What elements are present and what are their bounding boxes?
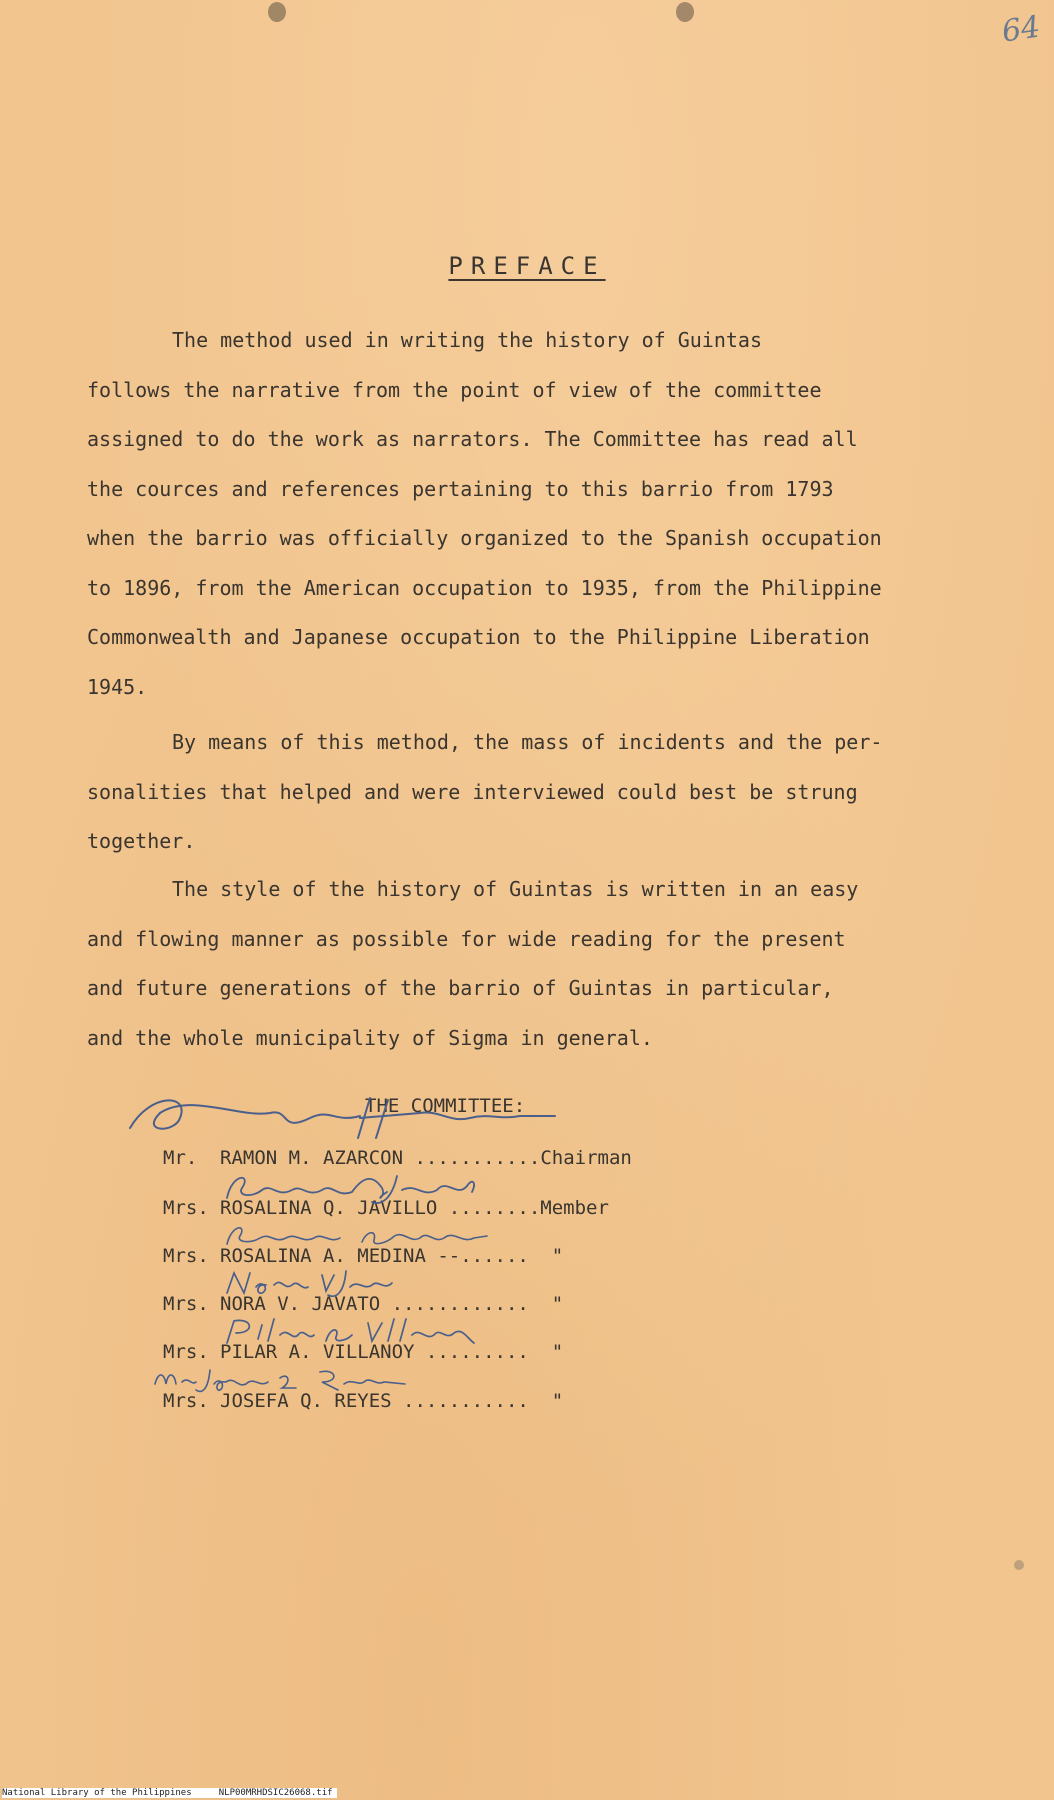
handwritten-page-number: 64	[999, 9, 1043, 50]
text-line: and flowing manner as possible for wide reading for the present	[87, 926, 846, 951]
leader-dots: ........	[437, 1197, 541, 1219]
text-line: follows the narrative from the point of view of the committee	[87, 377, 822, 402]
archive-footer: National Library of the Philippines NLP00MRHDSIC26068.tif	[2, 1788, 337, 1798]
member-name: JOSEFA Q. REYES	[220, 1390, 392, 1412]
text-line: when the barrio was officially organized to the Spanish occupation	[87, 526, 882, 550]
signature-chairman	[120, 1088, 560, 1148]
leader-dots: ...........	[403, 1147, 541, 1169]
member-role: "	[528, 1293, 564, 1315]
text-line: By means of this method, the mass of incidents and the per-	[172, 730, 883, 754]
member-role: "	[528, 1245, 564, 1267]
member-name: ROSALINA Q. JAVILLO	[220, 1197, 438, 1219]
text-line: Commonwealth and Japanese occupation to the Philippine Liberation	[87, 625, 870, 649]
member-prefix: Mrs.	[163, 1293, 209, 1315]
text-line: together.	[87, 829, 196, 853]
member-prefix: Mr.	[163, 1147, 198, 1169]
text-line: The style of the history of Guintas is written in an easy	[172, 877, 859, 901]
member-prefix: Mrs.	[163, 1245, 209, 1267]
member-role: Member	[540, 1197, 609, 1219]
paper-stain	[1014, 1560, 1024, 1570]
leader-dots: ...........	[391, 1390, 529, 1412]
punch-hole	[268, 2, 286, 22]
signature-member	[222, 1218, 492, 1252]
text-line: sonalities that helped and were interviewed could best be strung	[87, 779, 858, 804]
text-line: 1945.	[87, 674, 148, 699]
member-name: RAMON M. AZARCON	[220, 1147, 404, 1169]
text-line: the cources and references pertaining to this barrio from 1793	[87, 476, 834, 501]
text-line: assigned to do the work as narrators. The Committee has read all	[87, 427, 858, 451]
leader-dots: --......	[425, 1245, 529, 1267]
page-title: PREFACE	[448, 252, 606, 280]
text-line: to 1896, from the American occupation to 1935, from the Philippine	[87, 575, 882, 600]
text-line: The method used in writing the history of Guintas	[172, 328, 763, 352]
punch-hole	[676, 2, 694, 22]
text-line: and future generations of the barrio of Guintas in particular,	[87, 976, 834, 1000]
leader-dots: .........	[414, 1341, 529, 1363]
text-line: and the whole municipality of Sigma in general.	[87, 1025, 653, 1050]
member-prefix: Mrs.	[163, 1341, 209, 1363]
signature-member	[222, 1168, 482, 1208]
paragraph-style	[87, 865, 1017, 1063]
signature-member	[150, 1362, 410, 1396]
committee-heading: THE COMMITTEE:	[365, 1095, 526, 1117]
member-role: "	[528, 1341, 564, 1363]
member-prefix: Mrs.	[163, 1390, 209, 1412]
member-name: ROSALINA A. MEDINA	[220, 1245, 426, 1267]
member-name: PILAR A. VILLANOY	[220, 1341, 415, 1363]
paragraph-method	[87, 316, 1017, 712]
paragraph-means	[87, 718, 1017, 867]
member-role: Chairman	[540, 1147, 632, 1169]
leader-dots: ............	[380, 1293, 529, 1315]
member-role: "	[528, 1390, 564, 1412]
member-name: NORA V. JAVATO	[220, 1293, 381, 1315]
committee-member	[163, 1147, 632, 1169]
signature-member	[222, 1265, 402, 1301]
member-prefix: Mrs.	[163, 1197, 209, 1219]
signature-member	[222, 1313, 482, 1351]
